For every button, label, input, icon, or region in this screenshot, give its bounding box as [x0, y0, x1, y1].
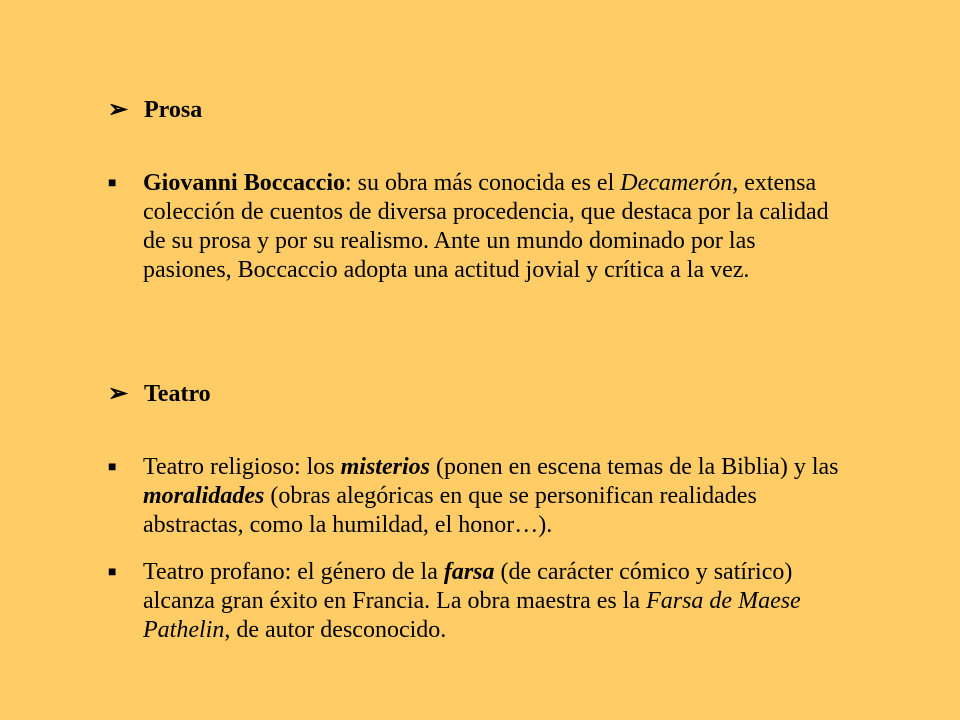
list-item-teatro-religioso — [108, 453, 848, 540]
square-bullet-icon: ■ — [108, 565, 117, 580]
work-title: Decamerón — [620, 170, 733, 196]
heading-teatro — [108, 380, 211, 408]
work-title: Farsa de Maese Pathelin — [143, 588, 801, 643]
item-text — [143, 558, 848, 645]
author-name: Giovanni Boccaccio — [143, 170, 345, 196]
text-run: Teatro profano: el género de la — [143, 559, 444, 585]
heading-text: Prosa — [144, 97, 203, 123]
text-run: Teatro religioso: los — [143, 454, 341, 480]
heading-text: Teatro — [144, 381, 211, 407]
text-run: (de carácter cómico y satírico) alcanza gran éxito en Francia. La obra maestra es la — [143, 559, 793, 614]
text-run: , de autor desconocido. — [224, 617, 447, 643]
text-run: (obras alegóricas en que se personifican realidades abstractas, como la humildad, el honor…). — [143, 483, 757, 538]
square-bullet-icon: ■ — [108, 460, 117, 475]
arrow-bullet-icon: ➢ — [108, 381, 129, 407]
list-item-teatro-profano — [108, 558, 848, 645]
item-text — [143, 169, 848, 285]
square-bullet-icon: ■ — [108, 176, 117, 191]
term-farsa: farsa — [443, 559, 495, 585]
term-moralidades: moralidades — [143, 483, 265, 509]
text-run: , extensa colección de cuentos de diversa procedencia, que destaca por la calidad de su prosa y por su realismo. Ante un mundo dominado por las pasiones, Boccaccio adopta una actitud jovial y crítica a la vez. — [143, 170, 829, 283]
text-run: (ponen en escena temas de la Biblia) y las — [429, 454, 839, 480]
text-run: : su obra más conocida es el — [344, 170, 621, 196]
term-misterios: misterios — [340, 454, 430, 480]
heading-prosa — [108, 96, 202, 124]
item-text — [143, 453, 848, 540]
arrow-bullet-icon: ➢ — [108, 97, 129, 123]
list-item-boccaccio — [108, 169, 848, 285]
